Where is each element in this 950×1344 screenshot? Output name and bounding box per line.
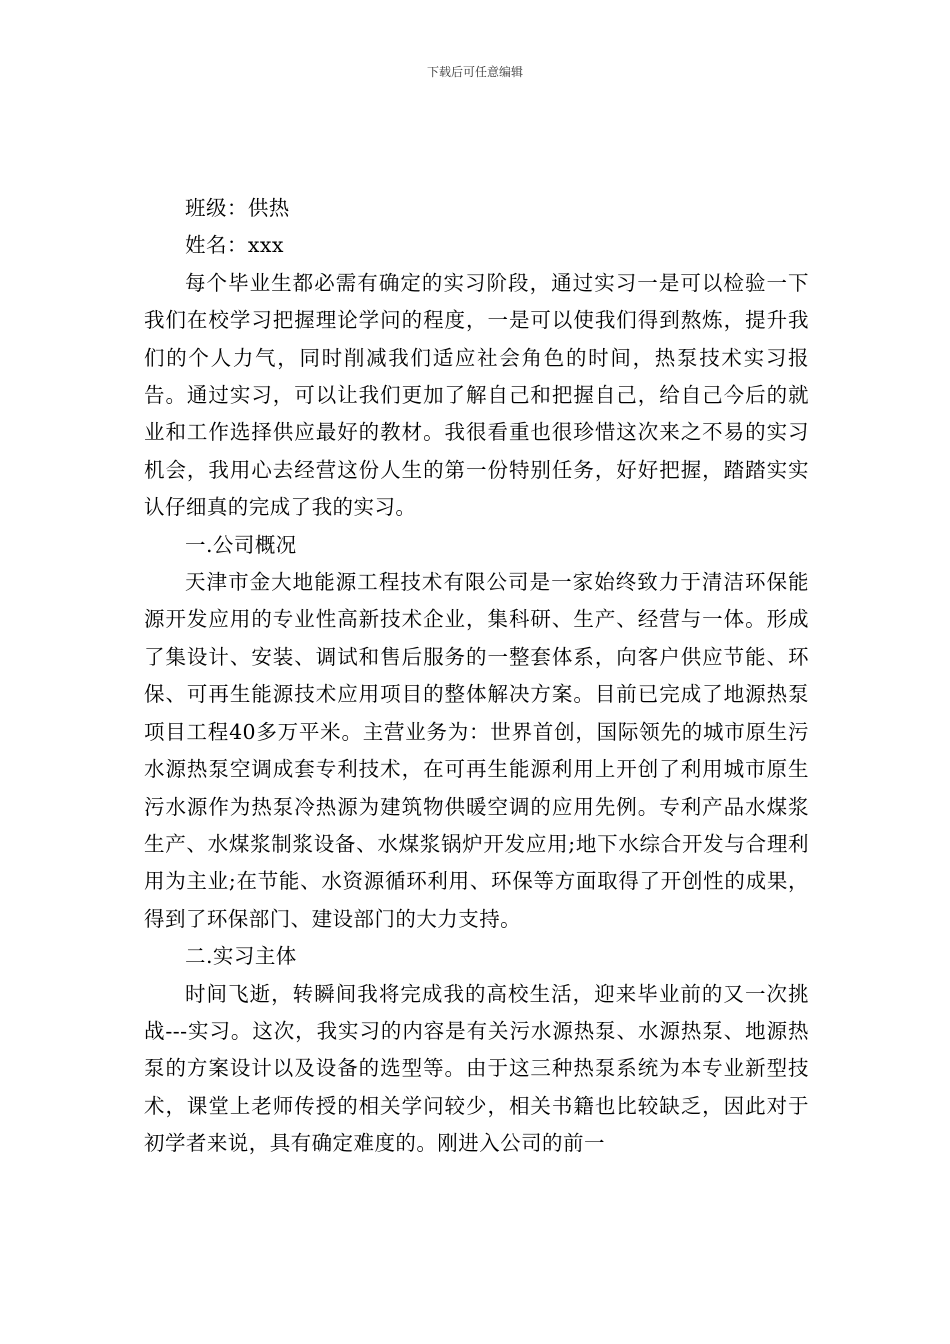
- document-body: [144, 190, 809, 1163]
- page-header: 下载后可任意编辑: [426, 65, 523, 79]
- section-heading-internship-body: 二.实习主体: [185, 944, 297, 969]
- name-line: 姓名：xxx: [185, 233, 284, 258]
- class-line: 班级：供热: [185, 196, 290, 220]
- intro-paragraph: 每个毕业生都必需有确定的实习阶段，通过实习一是可以检验一下我们在校学习把握理论学问的程度，一是可以使我们得到熬炼，提升我们的个人力气，同时削减我们适应社会角色的时间，热泵技术实习报告。通过实习，可以让我们更加了解自己和把握自己，给自己今后的就业和工作选择供应最好的教材。我很看重也很珍惜这次来之不易的实习机会，我用心去经营这份人生的第一份特别任务，好好把握，踏踏实实认仔细真的完成了我的实习。: [144, 270, 809, 520]
- internship-body-paragraph: 时间飞逝，转瞬间我将完成我的高校生活，迎来毕业前的又一次挑战---实习。这次，我实习的内容是有关污水源热泵、水源热泵、地源热泵的方案设计以及设备的选型等。由于这三种热泵系统为本专业新型技术，课堂上老师传授的相关学问较少，相关书籍也比较缺乏，因此对于初学者来说，具有确定难度的。刚进入公司的前一: [144, 981, 809, 1156]
- company-overview-paragraph: 天津市金大地能源工程技术有限公司是一家始终致力于清洁环保能源开发应用的专业性高新技术企业，集科研、生产、经营与一体。形成了集设计、安装、调试和售后服务的一整套体系，向客户供应节能、环保、可再生能源技术应用项目的整体解决方案。目前已完成了地源热泵项目工程40多万平米。主营业务为：世界首创，国际领先的城市原生污水源热泵空调成套专利技术，在可再生能源利用上开创了利用城市原生污水源作为热泵冷热源为建筑物供暖空调的应用先例。专利产品水煤浆生产、水煤浆制浆设备、水煤浆锅炉开发应用;地下水综合开发与合理利用为主业;在节能、水资源循环利用、环保等方面取得了开创性的成果，得到了环保部门、建设部门的大力支持。: [144, 570, 809, 931]
- section-heading-company-overview: 一.公司概况: [185, 532, 297, 557]
